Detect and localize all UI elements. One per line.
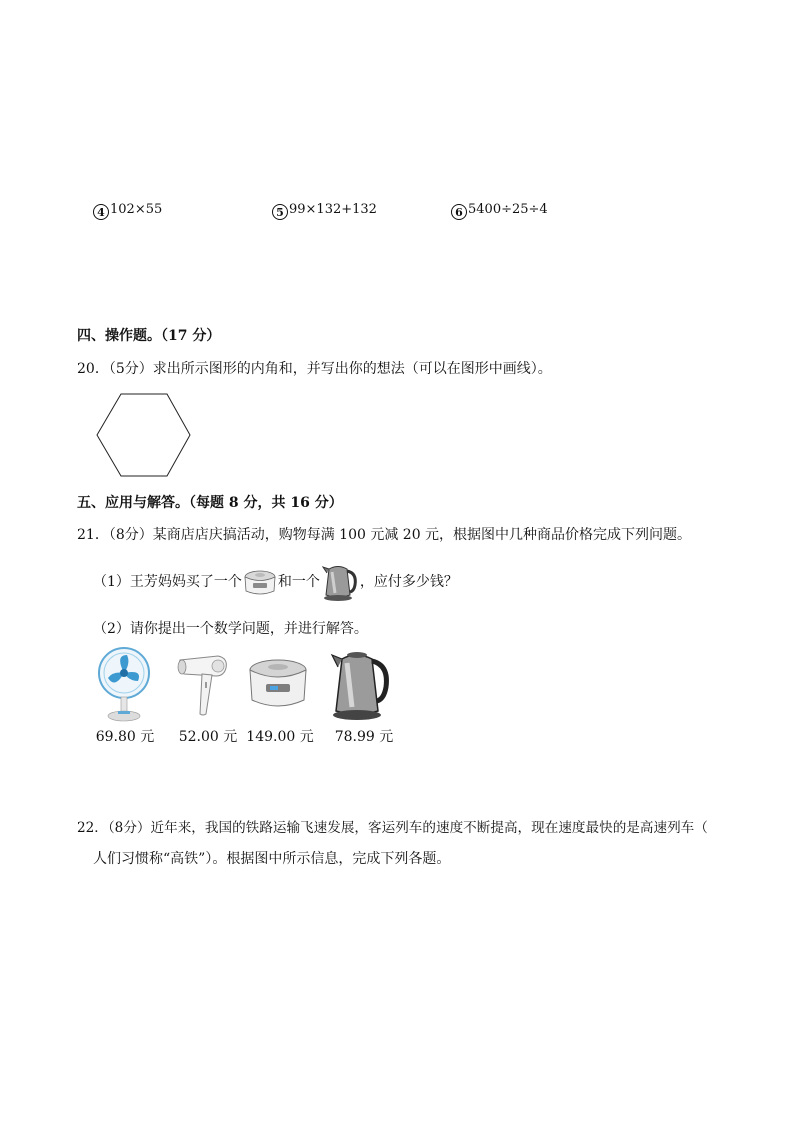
product-price-hair-dryer: 52.00 元 [178,729,238,745]
electric-fan-icon [93,645,155,723]
question-22-text-line-2: 人们习惯称“高铁”）。根据图中所示信息，完成下列各题。 [93,851,451,867]
electric-kettle-icon [320,561,360,603]
section-5-heading: 五、应用与解答。（每题 8 分，共 16 分） [77,495,343,511]
calc-expression: 99×132+132 [289,202,377,217]
sub1-text-a: （1）王芳妈妈买了一个 [93,574,242,590]
sub1-text-c: ，应付多少钱？ [359,574,458,590]
sub1-text-b: 和一个 [277,574,320,590]
question-22-text-line-1: 22．（8分）近年来，我国的铁路运输飞速发展，客运列车的速度不断提高，现在速度最快的是高速列车（ [77,820,708,836]
rice-cooker-icon [246,654,310,716]
circled-number-4: 4 [93,204,109,220]
question-21-sub-2: （2）请你提出一个数学问题，并进行解答。 [93,621,368,637]
hexagon-figure [93,392,195,480]
circled-number-6: 6 [451,204,467,220]
rice-cooker-icon [242,566,278,598]
product-price-kettle: 78.99 元 [334,729,394,745]
question-21-sub-1 [93,562,458,602]
circled-number-5: 5 [272,204,288,220]
product-price-rice-cooker: 149.00 元 [246,729,314,745]
calc-expression: 102×55 [110,202,163,217]
calc-item-4 [93,200,162,220]
hair-dryer-icon [174,652,230,718]
calc-item-6 [451,200,548,220]
calc-item-5 [272,200,377,220]
product-price-fan: 69.80 元 [95,729,155,745]
question-20-text: 20．（5分）求出所示图形的内角和，并写出你的想法（可以在图形中画线）。 [77,361,552,377]
question-21-text: 21．（8分）某商店店庆搞活动，购物每满 100 元减 20 元，根据图中几种商品价格完成下列问题。 [77,527,692,543]
electric-kettle-icon [326,645,394,723]
calc-expression: 5400÷25÷4 [468,202,548,217]
section-4-heading: 四、操作题。（17 分） [77,328,221,344]
